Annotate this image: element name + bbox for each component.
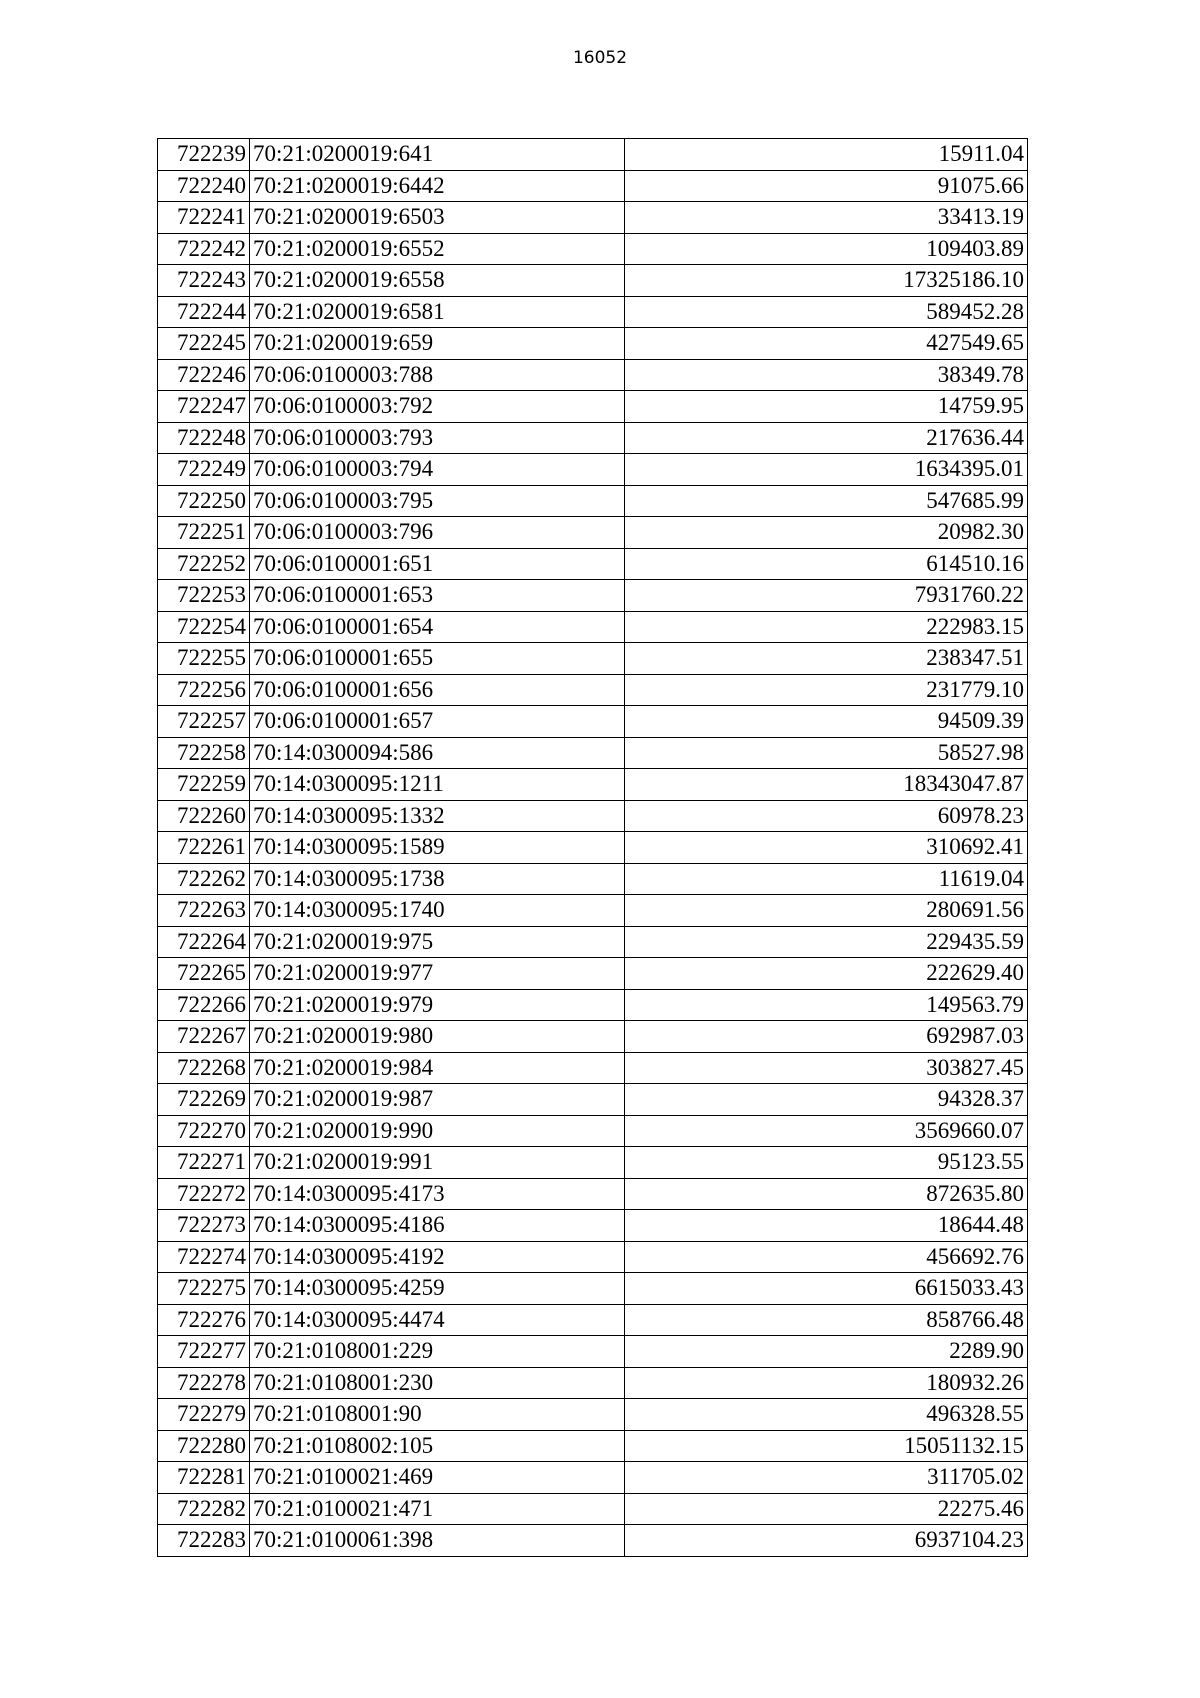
cadastral-number-cell: 70:06:0100003:794 <box>250 454 625 486</box>
table-row <box>158 359 1028 391</box>
value-cell: 15051132.15 <box>625 1430 1028 1462</box>
cadastral-number-cell: 70:21:0108002:105 <box>250 1430 625 1462</box>
table-row <box>158 517 1028 549</box>
cadastral-number-cell: 70:21:0200019:977 <box>250 958 625 990</box>
table-row <box>158 454 1028 486</box>
row-number-cell: 722255 <box>158 643 250 675</box>
value-cell: 58527.98 <box>625 737 1028 769</box>
row-number-cell: 722252 <box>158 548 250 580</box>
table-row <box>158 674 1028 706</box>
cadastral-number-cell: 70:06:0100001:655 <box>250 643 625 675</box>
value-cell: 858766.48 <box>625 1304 1028 1336</box>
table-row <box>158 926 1028 958</box>
cadastral-number-cell: 70:14:0300095:1211 <box>250 769 625 801</box>
table-row <box>158 1021 1028 1053</box>
value-cell: 95123.55 <box>625 1147 1028 1179</box>
table-row <box>158 958 1028 990</box>
value-cell: 3569660.07 <box>625 1115 1028 1147</box>
row-number-cell: 722278 <box>158 1367 250 1399</box>
table-row <box>158 170 1028 202</box>
table-row <box>158 1210 1028 1242</box>
table-row <box>158 1430 1028 1462</box>
table-row <box>158 895 1028 927</box>
cadastral-number-cell: 70:14:0300095:4192 <box>250 1241 625 1273</box>
cadastral-number-cell: 70:14:0300095:1740 <box>250 895 625 927</box>
cadastral-number-cell: 70:21:0200019:659 <box>250 328 625 360</box>
data-table <box>157 138 1028 1557</box>
table-row <box>158 233 1028 265</box>
table-row <box>158 328 1028 360</box>
row-number-cell: 722256 <box>158 674 250 706</box>
row-number-cell: 722274 <box>158 1241 250 1273</box>
table-row <box>158 1178 1028 1210</box>
row-number-cell: 722261 <box>158 832 250 864</box>
cadastral-number-cell: 70:14:0300095:4259 <box>250 1273 625 1305</box>
table-row <box>158 548 1028 580</box>
cadastral-number-cell: 70:06:0100001:656 <box>250 674 625 706</box>
row-number-cell: 722263 <box>158 895 250 927</box>
table-row <box>158 422 1028 454</box>
value-cell: 547685.99 <box>625 485 1028 517</box>
cadastral-number-cell: 70:21:0200019:6552 <box>250 233 625 265</box>
table-row <box>158 265 1028 297</box>
row-number-cell: 722270 <box>158 1115 250 1147</box>
row-number-cell: 722272 <box>158 1178 250 1210</box>
row-number-cell: 722245 <box>158 328 250 360</box>
value-cell: 589452.28 <box>625 296 1028 328</box>
row-number-cell: 722251 <box>158 517 250 549</box>
cadastral-number-cell: 70:21:0200019:641 <box>250 139 625 171</box>
cadastral-number-cell: 70:21:0100021:471 <box>250 1493 625 1525</box>
row-number-cell: 722267 <box>158 1021 250 1053</box>
row-number-cell: 722240 <box>158 170 250 202</box>
cadastral-number-cell: 70:06:0100001:654 <box>250 611 625 643</box>
row-number-cell: 722259 <box>158 769 250 801</box>
table-row <box>158 580 1028 612</box>
value-cell: 6937104.23 <box>625 1525 1028 1557</box>
cadastral-number-cell: 70:21:0200019:979 <box>250 989 625 1021</box>
row-number-cell: 722268 <box>158 1052 250 1084</box>
cadastral-number-cell: 70:14:0300094:586 <box>250 737 625 769</box>
row-number-cell: 722264 <box>158 926 250 958</box>
row-number-cell: 722265 <box>158 958 250 990</box>
value-cell: 2289.90 <box>625 1336 1028 1368</box>
table-row <box>158 989 1028 1021</box>
row-number-cell: 722258 <box>158 737 250 769</box>
row-number-cell: 722242 <box>158 233 250 265</box>
cadastral-number-cell: 70:21:0200019:6558 <box>250 265 625 297</box>
row-number-cell: 722254 <box>158 611 250 643</box>
table-row <box>158 1525 1028 1557</box>
value-cell: 231779.10 <box>625 674 1028 706</box>
table-row <box>158 643 1028 675</box>
value-cell: 60978.23 <box>625 800 1028 832</box>
value-cell: 280691.56 <box>625 895 1028 927</box>
row-number-cell: 722249 <box>158 454 250 486</box>
row-number-cell: 722239 <box>158 139 250 171</box>
row-number-cell: 722282 <box>158 1493 250 1525</box>
value-cell: 222983.15 <box>625 611 1028 643</box>
value-cell: 303827.45 <box>625 1052 1028 1084</box>
row-number-cell: 722247 <box>158 391 250 423</box>
table-row <box>158 1304 1028 1336</box>
cadastral-number-cell: 70:14:0300095:4186 <box>250 1210 625 1242</box>
table-row <box>158 1493 1028 1525</box>
row-number-cell: 722276 <box>158 1304 250 1336</box>
value-cell: 17325186.10 <box>625 265 1028 297</box>
row-number-cell: 722266 <box>158 989 250 1021</box>
value-cell: 180932.26 <box>625 1367 1028 1399</box>
value-cell: 229435.59 <box>625 926 1028 958</box>
value-cell: 692987.03 <box>625 1021 1028 1053</box>
table-row <box>158 769 1028 801</box>
cadastral-number-cell: 70:21:0100061:398 <box>250 1525 625 1557</box>
cadastral-number-cell: 70:21:0200019:6581 <box>250 296 625 328</box>
table-row <box>158 1336 1028 1368</box>
table-row <box>158 1084 1028 1116</box>
table-row <box>158 1367 1028 1399</box>
cadastral-number-cell: 70:21:0108001:229 <box>250 1336 625 1368</box>
cadastral-number-cell: 70:14:0300095:1738 <box>250 863 625 895</box>
row-number-cell: 722250 <box>158 485 250 517</box>
value-cell: 311705.02 <box>625 1462 1028 1494</box>
row-number-cell: 722273 <box>158 1210 250 1242</box>
table-row <box>158 1147 1028 1179</box>
table-row <box>158 296 1028 328</box>
row-number-cell: 722248 <box>158 422 250 454</box>
table-row <box>158 737 1028 769</box>
table-row <box>158 391 1028 423</box>
value-cell: 94328.37 <box>625 1084 1028 1116</box>
value-cell: 456692.76 <box>625 1241 1028 1273</box>
row-number-cell: 722241 <box>158 202 250 234</box>
row-number-cell: 722262 <box>158 863 250 895</box>
value-cell: 496328.55 <box>625 1399 1028 1431</box>
cadastral-number-cell: 70:14:0300095:4173 <box>250 1178 625 1210</box>
value-cell: 20982.30 <box>625 517 1028 549</box>
cadastral-number-cell: 70:21:0200019:6503 <box>250 202 625 234</box>
table-row <box>158 139 1028 171</box>
row-number-cell: 722260 <box>158 800 250 832</box>
cadastral-number-cell: 70:21:0200019:991 <box>250 1147 625 1179</box>
cadastral-number-cell: 70:21:0108001:90 <box>250 1399 625 1431</box>
cadastral-number-cell: 70:14:0300095:4474 <box>250 1304 625 1336</box>
value-cell: 427549.65 <box>625 328 1028 360</box>
value-cell: 14759.95 <box>625 391 1028 423</box>
table-row <box>158 485 1028 517</box>
cadastral-number-cell: 70:06:0100001:651 <box>250 548 625 580</box>
cadastral-number-cell: 70:14:0300095:1332 <box>250 800 625 832</box>
value-cell: 109403.89 <box>625 233 1028 265</box>
value-cell: 238347.51 <box>625 643 1028 675</box>
row-number-cell: 722275 <box>158 1273 250 1305</box>
table-row <box>158 706 1028 738</box>
row-number-cell: 722246 <box>158 359 250 391</box>
row-number-cell: 722244 <box>158 296 250 328</box>
row-number-cell: 722243 <box>158 265 250 297</box>
table-row <box>158 1052 1028 1084</box>
row-number-cell: 722277 <box>158 1336 250 1368</box>
table-row <box>158 1241 1028 1273</box>
table-row <box>158 1462 1028 1494</box>
cadastral-number-cell: 70:21:0200019:6442 <box>250 170 625 202</box>
value-cell: 38349.78 <box>625 359 1028 391</box>
table-row <box>158 1115 1028 1147</box>
value-cell: 1634395.01 <box>625 454 1028 486</box>
row-number-cell: 722257 <box>158 706 250 738</box>
value-cell: 222629.40 <box>625 958 1028 990</box>
table-row <box>158 800 1028 832</box>
value-cell: 22275.46 <box>625 1493 1028 1525</box>
value-cell: 310692.41 <box>625 832 1028 864</box>
cadastral-number-cell: 70:06:0100003:792 <box>250 391 625 423</box>
row-number-cell: 722281 <box>158 1462 250 1494</box>
value-cell: 7931760.22 <box>625 580 1028 612</box>
value-cell: 872635.80 <box>625 1178 1028 1210</box>
value-cell: 614510.16 <box>625 548 1028 580</box>
value-cell: 6615033.43 <box>625 1273 1028 1305</box>
cadastral-number-cell: 70:21:0200019:987 <box>250 1084 625 1116</box>
value-cell: 91075.66 <box>625 170 1028 202</box>
cadastral-number-cell: 70:14:0300095:1589 <box>250 832 625 864</box>
cadastral-number-cell: 70:21:0108001:230 <box>250 1367 625 1399</box>
cadastral-number-cell: 70:21:0200019:990 <box>250 1115 625 1147</box>
table-row <box>158 832 1028 864</box>
table-row <box>158 1273 1028 1305</box>
table-row <box>158 863 1028 895</box>
value-cell: 18644.48 <box>625 1210 1028 1242</box>
cadastral-number-cell: 70:06:0100001:657 <box>250 706 625 738</box>
row-number-cell: 722279 <box>158 1399 250 1431</box>
value-cell: 11619.04 <box>625 863 1028 895</box>
cadastral-number-cell: 70:21:0200019:980 <box>250 1021 625 1053</box>
cadastral-number-cell: 70:06:0100001:653 <box>250 580 625 612</box>
cadastral-number-cell: 70:06:0100003:793 <box>250 422 625 454</box>
row-number-cell: 722269 <box>158 1084 250 1116</box>
value-cell: 94509.39 <box>625 706 1028 738</box>
row-number-cell: 722271 <box>158 1147 250 1179</box>
value-cell: 15911.04 <box>625 139 1028 171</box>
page-number: 16052 <box>572 48 628 68</box>
value-cell: 217636.44 <box>625 422 1028 454</box>
table-row <box>158 202 1028 234</box>
value-cell: 33413.19 <box>625 202 1028 234</box>
value-cell: 149563.79 <box>625 989 1028 1021</box>
table-row <box>158 611 1028 643</box>
cadastral-number-cell: 70:21:0100021:469 <box>250 1462 625 1494</box>
cadastral-number-cell: 70:06:0100003:788 <box>250 359 625 391</box>
value-cell: 18343047.87 <box>625 769 1028 801</box>
cadastral-number-cell: 70:06:0100003:795 <box>250 485 625 517</box>
row-number-cell: 722280 <box>158 1430 250 1462</box>
table-body <box>158 139 1028 1557</box>
row-number-cell: 722253 <box>158 580 250 612</box>
cadastral-number-cell: 70:21:0200019:975 <box>250 926 625 958</box>
cadastral-number-cell: 70:21:0200019:984 <box>250 1052 625 1084</box>
cadastral-number-cell: 70:06:0100003:796 <box>250 517 625 549</box>
table-row <box>158 1399 1028 1431</box>
row-number-cell: 722283 <box>158 1525 250 1557</box>
